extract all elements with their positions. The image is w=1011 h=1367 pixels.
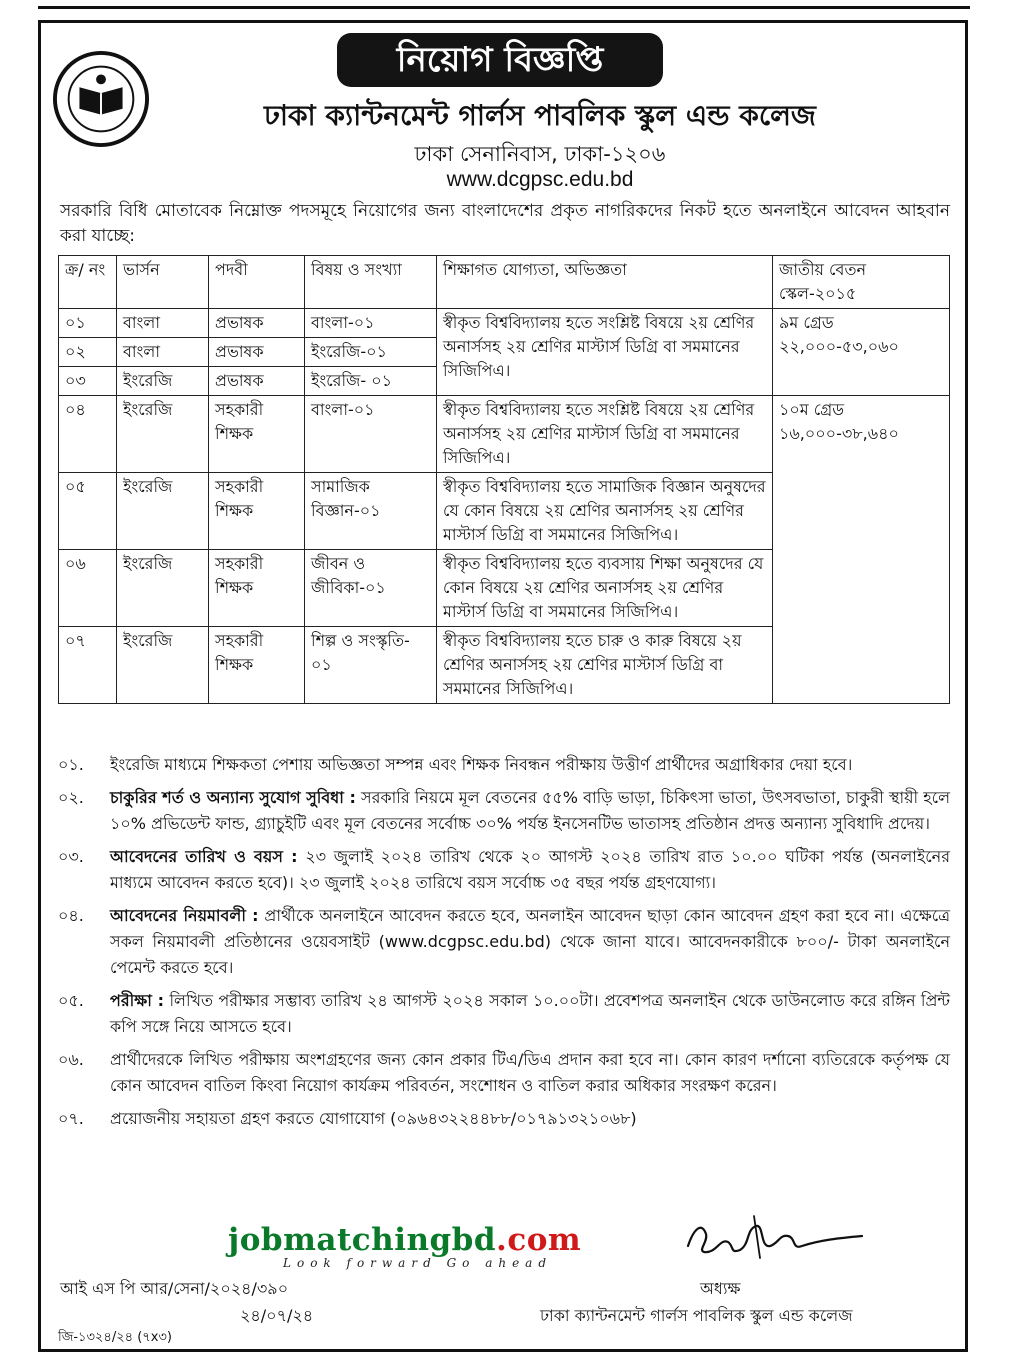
col-header-qualification: শিক্ষাগত যোগ্যতা, অভিজ্ঞতা <box>437 256 773 309</box>
list-item: ০৩. আবেদনের তারিখ ও বয়স : ২৩ জুলাই ২০২৪ তারিখ থেকে ২০ আগস্ট ২০২৪ তারিখ রাত ১০.০০ ঘটিকা পর্যন্ত (অনলাইনের মাধ্যমে আবেদন করতে হবে)। ২৩ জুলাই ২০২৪ তারিখে বয়স সর্বোচ্চ ৩৫ বছর পর্যন্ত গ্রহণযোগ্য। <box>58 847 950 892</box>
table-header-row <box>59 256 950 309</box>
list-item: ০৪. আবেদনের নিয়মাবলী : প্রার্থীকে অনলাইনে আবেদন করতে হবে, অনলাইন আবেদন ছাড়া কোন আবেদন গ্রহণ করা হবে না। এক্ষেত্রে সকল নিয়মাবলী প্রতিষ্ঠানের ওয়েবসাইট (www.dcgpsc.edu.bd) থেকে জানা যাবে। আবেদনকারীকে ৮০০/- টাকা অনলাইনে পেমেন্ট করতে হবে। <box>58 906 950 977</box>
signature-icon <box>680 1208 870 1268</box>
payscale-teacher: ১০ম গ্রেড ১৬,০০০-৩৮,৬৪০ <box>773 396 950 704</box>
col-header-subject: বিষয় ও সংখ্যা <box>305 256 437 309</box>
col-header-payscale: জাতীয় বেতন স্কেল-২০১৫ <box>773 256 950 309</box>
list-item: ০২. চাকুরির শর্ত ও অন্যান্য সুযোগ সুবিধা : সরকারি নিয়মে মূল বেতনের ৫৫% বাড়ি ভাড়া, চিকিৎসা ভাতা, উৎসবভাতা, চাকুরী স্থায়ী হলে ১০% প্রভিডেন্ট ফান্ড, গ্র্যাচুইটি এবং মূল বেতনের সর্বোচ্চ ৩০% পর্যন্ত ইনসেনটিভ ভাতাসহ প্রতিষ্ঠান প্রদত্ত অন্যান্য সুবিধাদি প্রদেয়। <box>58 788 950 833</box>
list-item: ০১. ইংরেজি মাধ্যমে শিক্ষকতা পেশায় অভিজ্ঞতা সম্পন্ন এবং শিক্ষক নিবন্ধন পরীক্ষায় উত্তীর্ণ প্রার্থীদের অগ্রাধিকার দেয়া হবে। <box>58 755 853 774</box>
payscale-lecturer: ৯ম গ্রেড ২২,০০০-৫৩,০৬০ <box>773 309 950 396</box>
col-header-post: পদবী <box>209 256 305 309</box>
watermark-logo: jobmatchingbd.com <box>228 1222 582 1258</box>
list-item: ০৫. পরীক্ষা : লিখিত পরীক্ষার সম্ভাব্য তারিখ ২৪ আগস্ট ২০২৪ সকাল ১০.০০টা। প্রবেশপত্র অনলাইন থেকে ডাউনলোড করে রঙ্গিন প্রিন্ট কপি সঙ্গে নিয়ে আসতে হবে। <box>58 991 951 1036</box>
signatory-institution: ঢাকা ক্যান্টনমেন্ট গার্লস পাবলিক স্কুল এন্ড কলেজ <box>540 1306 853 1325</box>
school-logo-icon <box>52 50 150 148</box>
reference-date: ২৪/০৭/২৪ <box>240 1306 314 1325</box>
signatory-designation: অধ্যক্ষ <box>700 1279 741 1298</box>
list-item: ০৭. প্রয়োজনীয় সহায়তা গ্রহণ করতে যোগাযোগ (০৯৬৪৩২২৪৪৮৮/০১৭৯১৩২১০৬৮) <box>58 1109 637 1128</box>
institution-website: www.dcgpsc.edu.bd <box>446 168 634 191</box>
table-row: ০৪ ইংরেজি সহকারী শিক্ষক বাংলা-০১ স্বীকৃত বিশ্ববিদ্যালয় হতে সংশ্লিষ্ট বিষয়ে ২য় শ্রেণির অনার্সসহ ২য় শ্রেণির মাস্টার্স ডিগ্রি বা সমমানের সিজিপিএ। ১০ম গ্রেড ১৬,০০০-৩৮,৬৪০ <box>59 396 950 473</box>
table-row: ০২ বাংলা প্রভাষক ইংরেজি-০১ <box>59 338 950 367</box>
intro-paragraph: সরকারি বিধি মোতাবেক নিম্নোক্ত পদসমূহে নিয়োগের জন্য বাংলাদেশের প্রকৃত নাগরিকদের নিকট হতে অনলাইনে আবেদন আহবান করা যাচ্ছে: <box>60 201 950 246</box>
table-row: ০৫ ইংরেজি সহকারী শিক্ষক সামাজিক বিজ্ঞান-০১ স্বীকৃত বিশ্ববিদ্যালয় হতে সামাজিক বিজ্ঞান অনুষদের যে কোন বিষয়ে ২য় শ্রেণির অনার্সসহ ২য় শ্রেণির মাস্টার্স ডিগ্রি বা সমমানের সিজিপিএ। <box>59 473 950 550</box>
qualification-lecturer: স্বীকৃত বিশ্ববিদ্যালয় হতে সংশ্লিষ্ট বিষয়ে ২য় শ্রেণির অনার্সসহ ২য় শ্রেণির মাস্টার্স ডিগ্রি বা সমমানের সিজিপিএ। <box>437 309 773 396</box>
table-row: ০৩ ইংরেজি প্রভাষক ইংরেজি- ০১ <box>59 367 950 396</box>
col-header-version: ভার্সন <box>117 256 209 309</box>
reference-number: আই এস পি আর/সেনা/২০২৪/৩৯০ <box>60 1279 289 1298</box>
table-row: ০১ বাংলা প্রভাষক বাংলা-০১ স্বীকৃত বিশ্ববিদ্যালয় হতে সংশ্লিষ্ট বিষয়ে ২য় শ্রেণির অনার্সসহ ২য় শ্রেণির মাস্টার্স ডিগ্রি বা সমমানের সিজিপিএ। ৯ম গ্রেড ২২,০০০-৫৩,০৬০ <box>59 309 950 338</box>
institution-name: ঢাকা ক্যান্টনমেন্ট গার্লস পাবলিক স্কুল এন্ড কলেজ <box>263 99 816 132</box>
col-header-serial: ক্র/ নং <box>59 256 117 309</box>
watermark-tagline: Look forward Go ahead <box>283 1256 553 1270</box>
terms-list <box>58 752 950 1139</box>
top-rule <box>38 0 970 9</box>
table-row: ০৬ ইংরেজি সহকারী শিক্ষক জীবন ও জীবিকা-০১ স্বীকৃত বিশ্ববিদ্যালয় হতে ব্যবসায় শিক্ষা অনুষদের যে কোন বিষয়ে ২য় শ্রেণির অনার্সসহ ২য় শ্রেণির মাস্টার্স ডিগ্রি বা সমমানের সিজিপিএ। <box>59 550 950 627</box>
table-row: ০৭ ইংরেজি সহকারী শিক্ষক শিল্প ও সংস্কৃতি- ০১ স্বীকৃত বিশ্ববিদ্যালয় হতে চারু ও কারু বিষয়ে ২য় শ্রেণির অনার্সসহ ২য় শ্রেণির মাস্টার্স ডিগ্রি বা সমমানের সিজিপিএ। <box>59 627 950 704</box>
print-code: জি-১৩২৪/২৪ (৭x৩) <box>58 1330 172 1345</box>
posts-table <box>58 255 950 704</box>
institution-address: ঢাকা সেনানিবাস, ঢাকা-১২০৬ <box>414 142 666 166</box>
list-item: ০৬. প্রার্থীদেরকে লিখিত পরীক্ষায় অংশগ্রহণের জন্য কোন প্রকার টিএ/ডিএ প্রদান করা হবে না। কোন কারণ দর্শানো ব্যতিরেকে কর্তৃপক্ষ যে কোন আবেদন বাতিল কিংবা নিয়োগ কার্যক্রম পরিবর্তন, সংশোধন ও বাতিল করার অধিকার সংরক্ষণ করেন। <box>58 1050 950 1095</box>
notice-title: নিয়োগ বিজ্ঞপ্তি <box>337 33 663 87</box>
